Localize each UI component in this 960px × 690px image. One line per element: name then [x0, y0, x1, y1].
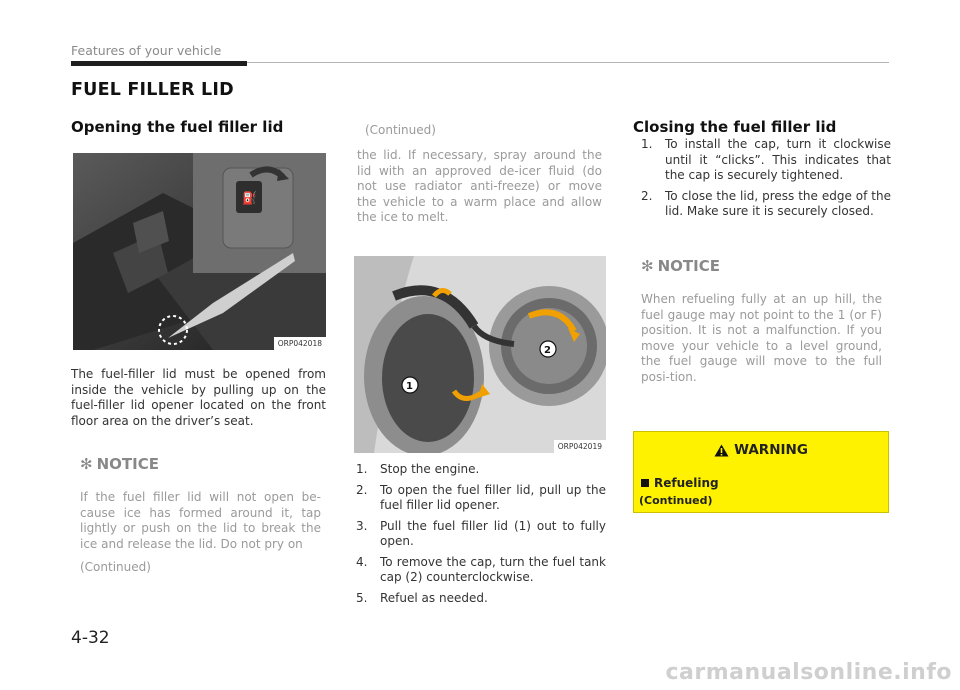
list-item: 2. To close the lid, press the edge of the lid. Make sure it is securely closed.: [641, 188, 891, 218]
svg-text:⛽: ⛽: [242, 191, 257, 205]
notice-text: If the fuel filler lid will not open be-cause ice has formed around it, tap lightly or push on the lid to break the ice and release the lid. Do not pry on: [80, 490, 321, 551]
warning-box: [633, 431, 889, 513]
notice-text: When refueling fully at an up hill, the fuel gauge may not point to the 1 (or F) position. It is not a malfunction. If you move your vehicle to a level ground, the fuel gauge will move to the full posi-tion.: [641, 292, 882, 384]
page-number: 4-32: [71, 628, 110, 648]
opening-paragraph: The fuel-filler lid must be opened from inside the vehicle by pulling up on the fuel-filler lid opener located on the front floor area on the driver’s seat.: [71, 367, 326, 428]
list-item: 1. To install the cap, turn it clockwise until it “clicks”. This indicates that the cap is securely tightened.: [641, 137, 891, 182]
snowflake-icon: ✻: [641, 257, 654, 275]
list-item: 3. Pull the fuel filler lid (1) out to fully open.: [356, 518, 606, 548]
callout-2: 2: [544, 345, 551, 356]
warning-continued: (Continued): [639, 494, 713, 507]
floor-opener-photo: [73, 153, 326, 350]
fuel-cap-illustration: [354, 256, 606, 453]
notice-label: NOTICE: [96, 455, 159, 473]
opening-heading: Opening the fuel filler lid: [71, 118, 284, 136]
notice-continued-text: the lid. If necessary, spray around the lid with an approved de-icer fluid (do not use radiator anti-freeze) or move the vehicle to a warm place and allow the ice to melt.: [357, 148, 602, 224]
opening-steps: [356, 462, 606, 611]
list-item: 4. To remove the cap, turn the fuel tank cap (2) counterclockwise.: [356, 554, 606, 584]
list-item: 1. Stop the engine.: [356, 462, 480, 476]
continued-label: (Continued): [365, 123, 436, 137]
running-header: Features of your vehicle: [71, 43, 222, 58]
bullet-square-icon: [641, 479, 649, 487]
snowflake-icon: ✻: [80, 455, 93, 473]
closing-steps: [641, 137, 891, 225]
photo-code: ORP042019: [554, 440, 606, 453]
list-item: 5. Refuel as needed.: [356, 590, 488, 605]
fuel-cap-photo: [354, 256, 606, 453]
callout-1: 1: [406, 381, 413, 392]
warning-heading: [634, 442, 888, 458]
warning-subtitle: Refueling: [654, 476, 719, 490]
notice-heading: [80, 455, 159, 473]
header-rule: [247, 62, 889, 63]
notice-continued: (Continued): [80, 560, 151, 574]
notice-label: NOTICE: [657, 257, 720, 275]
page-title: FUEL FILLER LID: [71, 80, 234, 100]
warning-label: WARNING: [734, 442, 808, 458]
header-bar: [71, 61, 247, 66]
watermark: carmanualsonline.info: [665, 660, 952, 685]
floor-opener-illustration: [73, 153, 326, 350]
warning-triangle-icon: [714, 444, 729, 457]
warning-subheading: [641, 476, 719, 490]
photo-code: ORP042018: [274, 337, 326, 350]
notice-heading: [641, 257, 720, 275]
closing-heading: Closing the fuel filler lid: [633, 118, 837, 136]
list-item: 2. To open the fuel filler lid, pull up the fuel filler lid opener.: [356, 482, 606, 512]
